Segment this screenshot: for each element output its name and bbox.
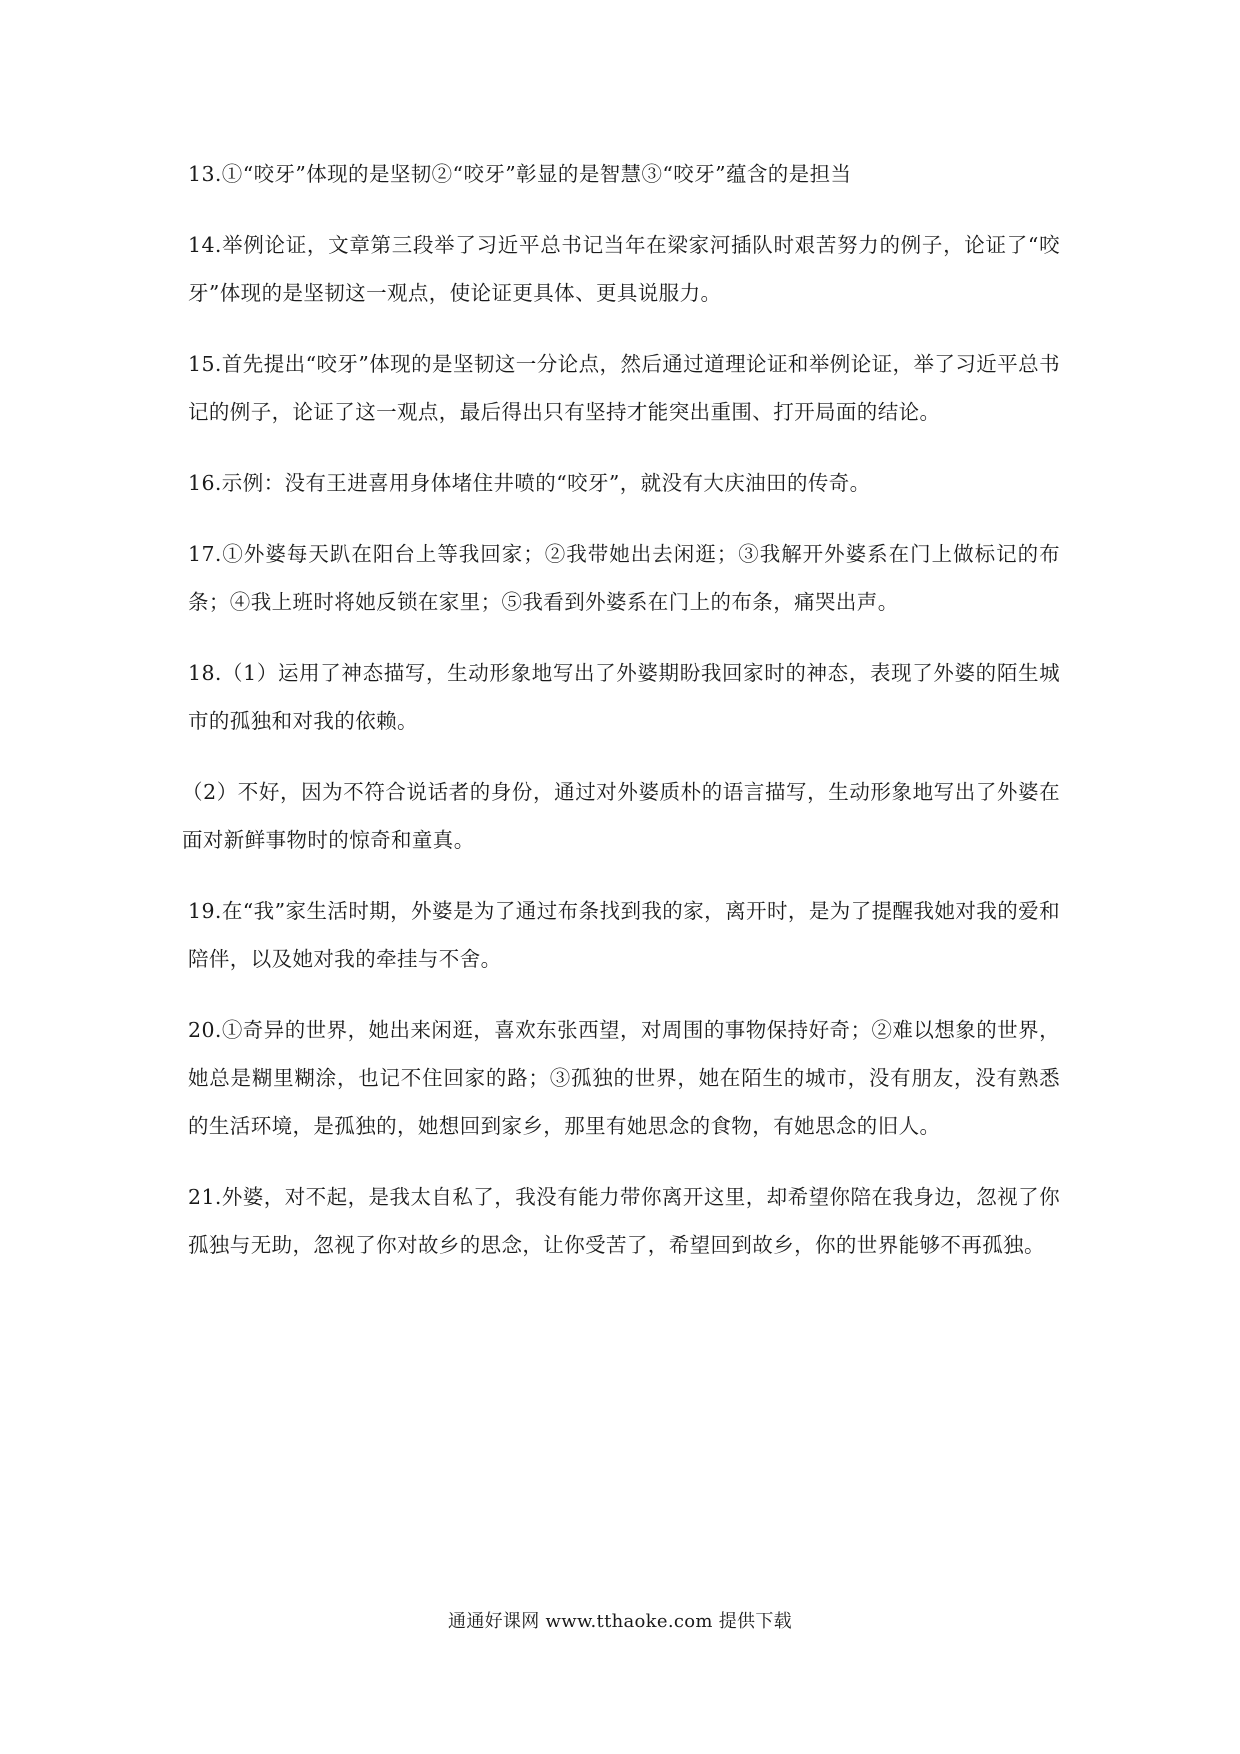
- answer-20: 20.①奇异的世界，她出来闲逛，喜欢东张西望，对周围的事物保持好奇；②难以想象的世界，她总是糊里糊涂，也记不住回家的路；③孤独的世界，她在陌生的城市，没有朋友，没有熟悉的生活环境，是孤独的，她想回到家乡，那里有她思念的食物，有她思念的旧人。: [188, 1018, 1060, 1138]
- answer-18-part-2: （2）不好，因为不符合说话者的身份，通过对外婆质朴的语言描写，生动形象地写出了外婆在面对新鲜事物时的惊奇和童真。: [182, 780, 1060, 852]
- answer-16: 16.示例：没有王进喜用身体堵住井喷的“咬牙”，就没有大庆油田的传奇。: [188, 471, 871, 495]
- answer-15: 15.首先提出“咬牙”体现的是坚韧这一分论点，然后通过道理论证和举例论证，举了习近平总书记的例子，论证了这一观点，最后得出只有坚持才能突出重围、打开局面的结论。: [188, 352, 1060, 424]
- answer-18-part-1: 18.（1）运用了神态描写，生动形象地写出了外婆期盼我回家时的神态，表现了外婆的陌生城市的孤独和对我的依赖。: [188, 661, 1060, 733]
- answer-13: 13.①“咬牙”体现的是坚韧②“咬牙”彰显的是智慧③“咬牙”蕴含的是担当: [188, 162, 852, 186]
- answer-sheet: [182, 150, 1060, 1292]
- answer-14: 14.举例论证，文章第三段举了习近平总书记当年在梁家河插队时艰苦努力的例子，论证了“咬牙”体现的是坚韧这一观点，使论证更具体、更具说服力。: [188, 233, 1060, 305]
- answer-19: 19.在“我”家生活时期，外婆是为了通过布条找到我的家，离开时，是为了提醒我她对我的爱和陪伴，以及她对我的牵挂与不舍。: [188, 899, 1060, 971]
- answer-17: 17.①外婆每天趴在阳台上等我回家；②我带她出去闲逛；③我解开外婆系在门上做标记的布条；④我上班时将她反锁在家里；⑤我看到外婆系在门上的布条，痛哭出声。: [188, 542, 1060, 614]
- answer-21: 21.外婆，对不起，是我太自私了，我没有能力带你离开这里，却希望你陪在我身边，忽视了你孤独与无助，忽视了你对故乡的思念，让你受苦了，希望回到故乡，你的世界能够不再孤独。: [188, 1185, 1060, 1257]
- page-footer: 通通好课网 www.tthaoke.com 提供下载: [448, 1611, 792, 1632]
